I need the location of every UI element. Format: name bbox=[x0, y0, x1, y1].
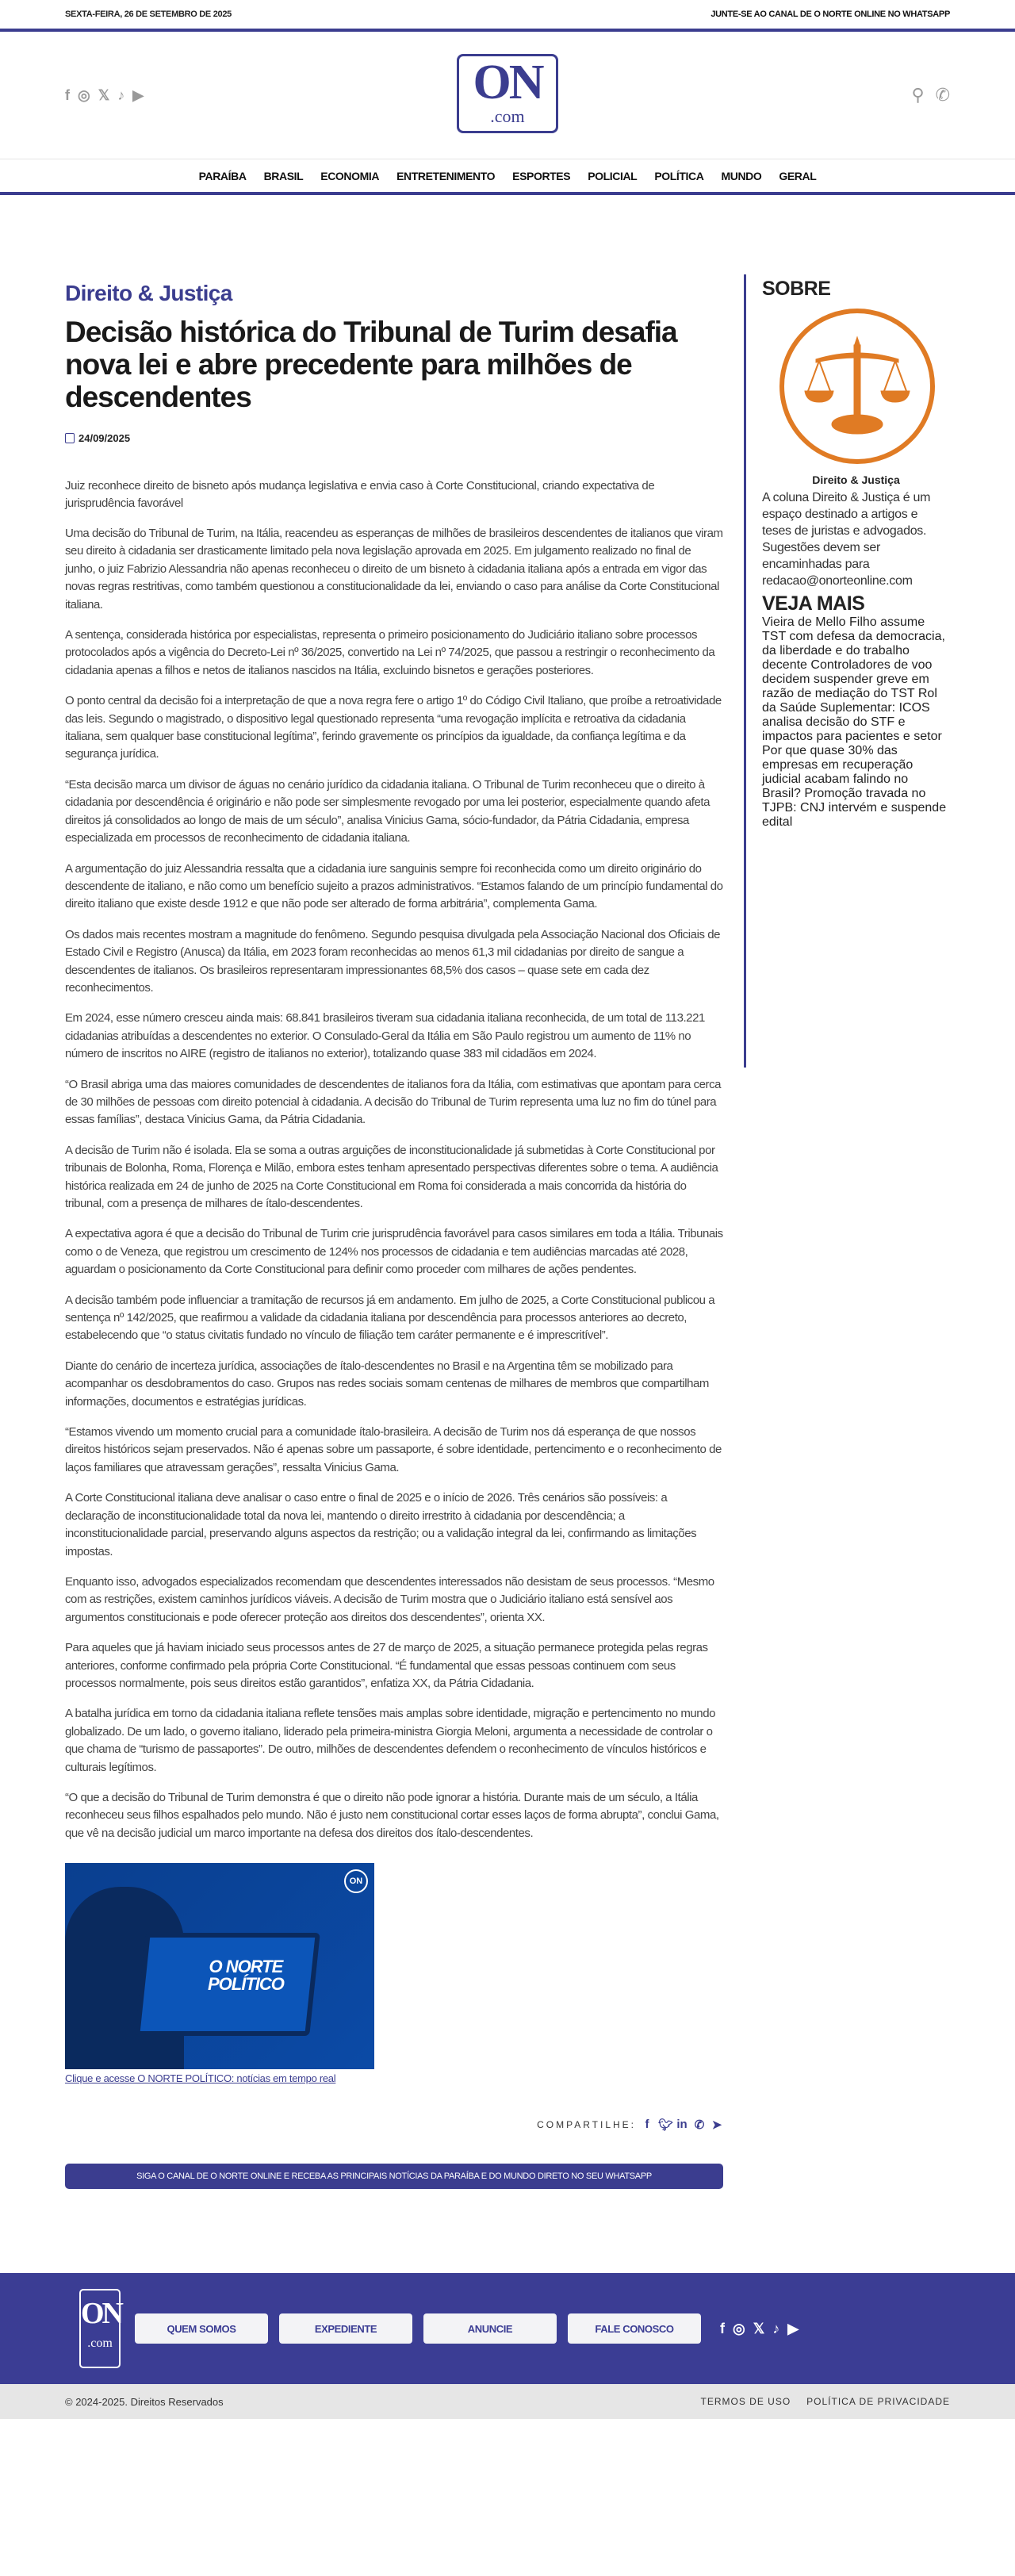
logo-text: ON bbox=[81, 2297, 121, 2331]
main-nav bbox=[0, 159, 1015, 195]
quem-somos-button[interactable]: QUEM SOMOS bbox=[135, 2313, 268, 2344]
paragraph: Para aqueles que já haviam iniciado seus processos antes de 27 de março de 2025, a situação permanece protegida pelas regras anteriores, conforme confirmado pela própria Corte Constitucional. “É fundamental que essas pessoas continuem com seus processos normalmente, pois seus direitos estão garantidos”, enfatiza XX, da Pátria Cidadania. bbox=[65, 1641, 708, 1690]
paragraph: A Corte Constitucional italiana deve analisar o caso entre o final de 2025 e o início de 2026. Três cenários são possíveis: a declaração de inconstitucionalidade total da nova lei, mantendo o direito irrestrito à cidadania por descendência; a inconstitucionalidade parcial, preservando alguns aspectos da restrição; ou a validação integral da lei, confirmando as limitações impostas. bbox=[65, 1491, 697, 1558]
related-article-link[interactable]: Por que quase 30% das empresas em recuperação judicial acabam falindo no Brasil? bbox=[762, 744, 914, 800]
instagram-icon[interactable]: ◎ bbox=[733, 2320, 745, 2336]
site-footer bbox=[0, 2273, 1015, 2384]
calendar-icon bbox=[65, 433, 75, 443]
facebook-icon[interactable]: f bbox=[65, 86, 70, 103]
x-icon[interactable]: 𝕏 bbox=[753, 2320, 765, 2336]
scales-of-justice-icon bbox=[779, 309, 935, 464]
nav-mundo[interactable]: MUNDO bbox=[721, 169, 762, 182]
article-category[interactable]: Direito & Justiça bbox=[65, 281, 232, 305]
site-header bbox=[0, 32, 1015, 159]
article-subtitle: Juiz reconhece direito de bisneto após mudança legislativa e envia caso à Corte Constitucional, criando expectativa de jurisprudência favorável bbox=[65, 479, 655, 510]
search-icon[interactable]: ⚲ bbox=[911, 85, 925, 105]
nav-policial[interactable]: POLICIAL bbox=[588, 169, 638, 182]
paragraph: Uma decisão do Tribunal de Turim, na Itália, reacendeu as esperanças de milhões de brasileiros descendentes de italianos que viram seu direito à cidadania ser drasticamente limitado pela nova legislação aprovada em 2025. Em julgamento realizado no final de junho, o juiz Fabrizio Alessandria não apenas reconheceu o direito de um bisneto à cidadania italiana após a entrada em vigor das novas regras restritivas, como também questionou a constitucionalidade da lei, enviando o caso para análise da Corte Constitucional italiana. bbox=[65, 527, 723, 611]
youtube-icon[interactable]: ▶ bbox=[787, 2320, 799, 2336]
paragraph: Os dados mais recentes mostram a magnitude do fenômeno. Segundo pesquisa divulgada pela Associação Nacional dos Oficiais de Estado Civil e Registro (Anusca) da Itália, em 2023 foram reconhecidas ao menos 61,3 mil cidadanias por direito de sangue a descendentes de italianos. Os brasileiros representaram impressionantes 68,5% dos casos – quase sete em cada dez reconhecimentos. bbox=[65, 927, 721, 995]
share-telegram-icon[interactable]: ➤ bbox=[711, 2118, 722, 2133]
expediente-button[interactable]: EXPEDIENTE bbox=[279, 2313, 412, 2344]
on-badge: ON bbox=[344, 1869, 368, 1893]
nav-economia[interactable]: ECONOMIA bbox=[320, 169, 380, 182]
tiktok-icon[interactable]: ♪ bbox=[772, 2320, 780, 2336]
paragraph: A sentença, considerada histórica por especialistas, representa o primeiro posicionamento do Judiciário italiano sobre processos protocolados após a vigência do Decreto-Lei nº 36/2025, convertido na Lei nº 74/2025, que passou a restringir o reconhecimento da cidadania apenas a filhos e netos de italianos nascidos na Itália, excluindo bisnetos e gerações posteriores. bbox=[65, 628, 715, 677]
nav-brasil[interactable]: BRASIL bbox=[263, 169, 304, 182]
copyright: © 2024-2025. Direitos Reservados bbox=[65, 2395, 224, 2408]
top-bar bbox=[0, 0, 1015, 32]
norte-politico-banner[interactable] bbox=[65, 1863, 374, 2069]
whatsapp-channel-link[interactable]: JUNTE-SE AO CANAL DE O NORTE ONLINE NO WHATSAPP bbox=[710, 10, 950, 19]
paragraph: Em 2024, esse número cresceu ainda mais: 68.841 brasileiros tiveram sua cidadania italiana reconhecida, de um total de 113.221 cidadanias atribuídas a descendentes no exterior. O Consulado-Geral da Itália em São Paulo registrou um aumento de 11% no número de inscritos no AIRE (registro de italianos no exterior), totalizando quase 383 mil cidadãos em 2024. bbox=[65, 1011, 705, 1061]
paragraph: A expectativa agora é que a decisão do Tribunal de Turim crie jurisprudência favorável para casos similares em toda a Itália. Tribunais como o de Veneza, que registrou um crescimento de 124% nos processos de cidadania e tem audiências marcadas até 2028, aguardam o posicionamento da Corte Constitucional para definir como proceder com milhares de ações pendentes. bbox=[65, 1227, 723, 1277]
article-body bbox=[65, 525, 723, 1842]
current-date: SEXTA-FEIRA, 26 DE SETEMBRO DE 2025 bbox=[65, 10, 232, 19]
related-article-link[interactable]: Promoção travada no TJPB: CNJ intervém e suspende edital bbox=[762, 787, 947, 829]
whatsapp-icon[interactable]: ✆ bbox=[935, 85, 950, 105]
tiktok-icon[interactable]: ♪ bbox=[117, 86, 125, 103]
column-name: Direito & Justiça bbox=[812, 473, 900, 486]
site-logo[interactable] bbox=[457, 54, 558, 133]
share-label: COMPARTILHE: bbox=[537, 2119, 636, 2131]
logo-text: ON bbox=[473, 56, 542, 109]
paragraph: Diante do cenário de incerteza jurídica, associações de ítalo-descendentes no Brasil e na Argentina têm se mobilizado para acompanhar os desdobramentos do caso. Grupos nas redes sociais somam centenas de milhares de membros que compartilham informações, documentos e estratégias jurídicas. bbox=[65, 1359, 709, 1409]
nav-geral[interactable]: GERAL bbox=[779, 169, 817, 182]
instagram-icon[interactable]: ◎ bbox=[78, 86, 90, 103]
article-title: Decisão histórica do Tribunal de Turim desafia nova lei e abre precedente para milhões de descendentes bbox=[65, 316, 677, 413]
logo-suffix: .com bbox=[87, 2336, 113, 2351]
whatsapp-channel-banner[interactable]: SIGA O CANAL DE O NORTE ONLINE E RECEBA AS PRINCIPAIS NOTÍCIAS DA PARAÍBA E DO MUNDO DIRETO NO SEU WHATSAPP bbox=[65, 2164, 723, 2189]
facebook-icon[interactable]: f bbox=[720, 2320, 725, 2336]
share-facebook-icon[interactable]: f bbox=[645, 2118, 649, 2132]
nav-paraiba[interactable]: PARAÍBA bbox=[198, 169, 247, 182]
more-title: VEJA MAIS bbox=[762, 592, 865, 615]
paragraph: Enquanto isso, advogados especializados recomendam que descendentes interessados não desistam de seus processos. “Mesmo com as restrições, existem caminhos jurídicos viáveis. A decisão de Turim mostra que o Judiciário italiano está sensível aos argumentos constitucionais e pode oferecer proteção aos direitos dos descendentes”, orienta XX. bbox=[65, 1574, 714, 1624]
share-whatsapp-icon[interactable]: ✆ bbox=[694, 2118, 705, 2133]
footer-logo[interactable] bbox=[79, 2289, 121, 2368]
date-text: 24/09/2025 bbox=[79, 432, 131, 444]
terms-link[interactable]: TERMOS DE USO bbox=[700, 2396, 791, 2408]
paragraph: A decisão também pode influenciar a tramitação de recursos já em andamento. Em julho de 2025, a Corte Constitucional publicou a sentença nº 142/2025, que reafirmou a validade da cidadania italiana por descendência para processos anteriores ao decreto, estabelecendo que “o status civitatis fundado no vínculo de filiação tem caráter permanente e é imprescritível”. bbox=[65, 1293, 715, 1343]
column-description: A coluna Direito & Justiça é um espaço destinado a artigos e teses de juristas e advogados. Sugestões devem ser encaminhadas para redacao@onorteonline.com bbox=[762, 491, 931, 588]
nav-politica[interactable]: POLÍTICA bbox=[654, 169, 704, 182]
banner-title: O NORTE POLÍTICO bbox=[208, 1957, 284, 1995]
share-twitter-icon[interactable]: 🐦︎ bbox=[658, 2118, 674, 2133]
copyright-bar bbox=[0, 2384, 1015, 2419]
anuncie-button[interactable]: ANUNCIE bbox=[423, 2313, 557, 2344]
norte-politico-link[interactable]: Clique e acesse O NORTE POLÍTICO: notícias em tempo real bbox=[65, 2072, 336, 2085]
share-bar bbox=[65, 2118, 723, 2132]
article bbox=[65, 274, 723, 2189]
paragraph: “O que a decisão do Tribunal de Turim demonstra é que o direito não pode ignorar a história. Durante mais de um século, a Itália reconheceu seus filhos espalhados pelo mundo. Não é justo nem constitucional cortar esses laços de forma abrupta”, conclui Gama, que vê na decisão judicial um marco importante na defesa dos direitos dos ítalo-descendentes. bbox=[65, 1790, 719, 1840]
related-article-link[interactable]: Rol da Saúde Suplementar: ICOS analisa decisão do STF e impactos para pacientes e setor bbox=[762, 687, 942, 743]
paragraph: “Estamos vivendo um momento crucial para a comunidade ítalo-brasileira. A decisão de Turim nos dá esperança de que nossos direitos históricos sejam preservados. Não é apenas sobre um passaporte, é sobre identidade, pertencimento e o reconhecimento de laços familiares que atravessam gerações”, ressalta Vinicius Gama. bbox=[65, 1425, 722, 1474]
privacy-link[interactable]: POLÍTICA DE PRIVACIDADE bbox=[806, 2396, 950, 2408]
logo-suffix: .com bbox=[490, 106, 525, 126]
article-date bbox=[65, 432, 723, 444]
nav-entretenimento[interactable]: ENTRETENIMENTO bbox=[396, 169, 496, 182]
paragraph: A batalha jurídica em torno da cidadania italiana reflete tensões mais amplas sobre identidade, migração e pertencimento no mundo globalizado. De um lado, o governo italiano, liderado pela primeira-ministra Giorgia Meloni, argumenta a necessidade de controlar o que chama de “turismo de passaportes”. De outro, milhões de descendentes defendem o reconhecimento de vínculos históricos e culturais legítimos. bbox=[65, 1707, 715, 1774]
paragraph: “Esta decisão marca um divisor de águas no cenário jurídico da cidadania italiana. O Tribunal de Turim reconheceu que o direito à cidadania por descendência é originário e não pode ser simplesmente revogado por uma lei posterior, especialmente quando afeta direitos já consolidados ao longo de mais de um século”, analisa Vinicius Gama, sócio-fundador, da Pátria Cidadania, empresa especializada em processos de reconhecimento de cidadania italiana. bbox=[65, 777, 710, 845]
fale-conosco-button[interactable]: FALE CONOSCO bbox=[568, 2313, 701, 2344]
nav-esportes[interactable]: ESPORTES bbox=[512, 169, 571, 182]
x-icon[interactable]: 𝕏 bbox=[98, 86, 110, 103]
share-linkedin-icon[interactable]: in bbox=[676, 2118, 688, 2132]
related-article-link[interactable]: Vieira de Mello Filho assume TST com defesa da democracia, da liberdade e do trabalho decente bbox=[762, 615, 945, 672]
paragraph: A decisão de Turim não é isolada. Ela se soma a outras arguições de inconstitucionalidade já submetidas à Corte Constitucional por tribunais de Bolonha, Roma, Florença e Milão, embora estes tenham apresentado perspectivas diferentes sobre o tema. A audiência histórica realizada em 24 de junho de 2025 na Corte Constitucional em Roma foi considerada a mais concorrida da história do tribunal, com a presença de milhares de ítalo-descendentes. bbox=[65, 1143, 718, 1210]
paragraph: A argumentação do juiz Alessandria ressalta que a cidadania iure sanguinis sempre foi reconhecida como um direito originário do descendente de italiano, e não como um benefício sujeito a prazos administrativos. “Estamos falando de um princípio fundamental do direito italiano que existe desde 1912 e que não pode ser alterado de forma arbitrária”, complementa Gama. bbox=[65, 861, 723, 911]
paragraph: O ponto central da decisão foi a interpretação de que a nova regra fere o artigo 1º do Código Civil Italiano, que proíbe a retroatividade das leis. Segundo o magistrado, o dispositivo legal questionado representa “uma revogação implícita e retroativa da cidadania italiana, sem qualquer base constitucional legítima”, ferindo gravemente os princípios da igualdade, da confiança legítima e da segurança jurídica. bbox=[65, 694, 722, 761]
related-article-link[interactable]: Controladores de voo decidem suspender greve em razão de mediação do TST bbox=[762, 658, 933, 700]
sidebar bbox=[744, 274, 950, 1068]
paragraph: “O Brasil abriga uma das maiores comunidades de descendentes de italianos fora da Itália, com estimativas que apontam para cerca de 30 milhões de pessoas com direito potencial à cidadania. A decisão do Tribunal de Turim representa uma luz no fim do túnel para essas famílias”, destaca Vinicius Gama, da Pátria Cidadania. bbox=[65, 1077, 722, 1127]
youtube-icon[interactable]: ▶ bbox=[132, 86, 144, 103]
header-social-links bbox=[65, 87, 144, 104]
about-title: SOBRE bbox=[762, 278, 831, 300]
